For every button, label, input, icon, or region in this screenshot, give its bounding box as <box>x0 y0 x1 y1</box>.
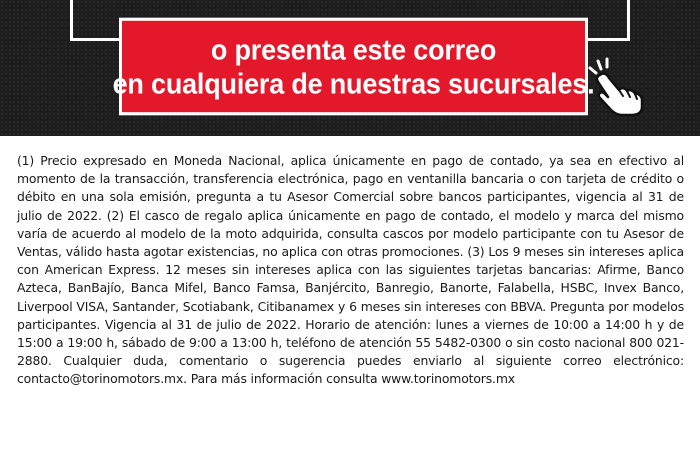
frame-line-bottom-right <box>585 38 630 41</box>
header-band <box>0 0 700 136</box>
frame-line-left <box>70 0 73 40</box>
cta-line-1: o presenta este correo <box>210 33 497 66</box>
frame-line-bottom-left <box>70 38 122 41</box>
pointing-hand-icon <box>576 55 646 117</box>
cta-banner[interactable] <box>112 21 595 112</box>
legal-disclaimer: (1) Precio expresado en Moneda Nacional, aplica únicamente en pago de contado, ya sea en efectivo al momento de la transacción, transferencia electrónica, pago en ventanilla bancaria o con tarjeta de crédito o débito en una sola emisión, pregunta a tu Asesor Comercial sobre bancos participantes, vigencia al 31 de julio de 2022. (2) El casco de regalo aplica únicamente en pago de contado, el modelo y marca del mismo varía de acuerdo al modelo de la moto adquirida, consulta cascos por modelo participante con tu Asesor de Ventas, válido hasta agotar existencias, no aplica con otras promociones. (3) Los 9 meses sin intereses aplica con American Express. 12 meses sin intereses aplica con las siguientes tarjetas bancarias: Afirme, Banco Azteca, BanBajío, Banca Mifel, Banco Famsa, Banjército, Banregio, Banorte, Falabella, HSBC, Invex Banco, Liverpool VISA, Santander, Scotiabank, Citibanamex y 6 meses sin intereses con BBVA. Pregunta por modelos participantes. Vigencia al 31 de julio de 2022. Horario de atención: lunes a viernes de 10:00 a 14:00 h y de 15:00 a 19:00 h, sábado de 9:00 a 13:00 h, teléfono de atención 55 5482-0300 o sin costo nacional 800 021-2880. Cualquier duda, comentario o sugerencia puedes enviarlo al siguiente correo electrónico: contacto@torinomotors.mx. Para más información consulta www.torinomotors.mx <box>17 153 684 387</box>
cta-line-2: en cualquiera de nuestras sucursales. <box>112 67 595 100</box>
frame-line-right <box>627 0 630 40</box>
